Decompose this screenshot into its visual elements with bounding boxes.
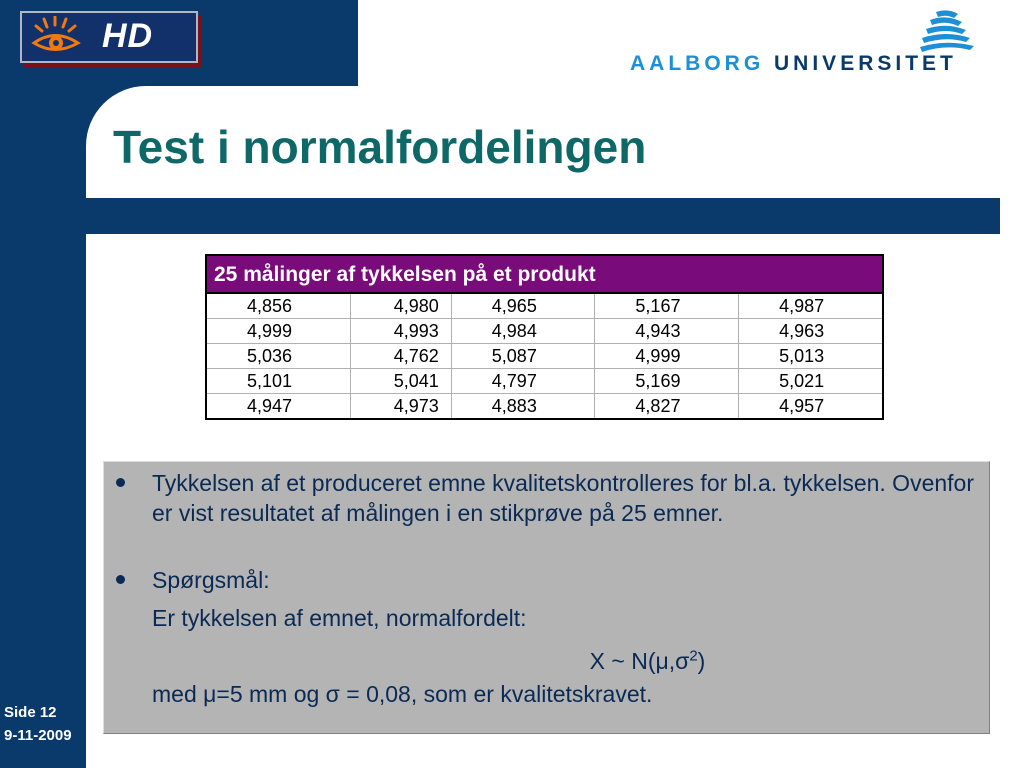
table-cell: 4,999: [595, 344, 739, 369]
table-cell: 4,947: [206, 394, 350, 420]
formula: [104, 641, 991, 676]
formula-exponent: 2: [689, 647, 698, 664]
table-row: [206, 344, 883, 369]
table-cell: 4,827: [595, 394, 739, 420]
formula-end: ): [697, 647, 706, 674]
aau-logo-word-1: AALBORG: [630, 52, 765, 75]
table-cell: 4,762: [350, 344, 451, 369]
bullet-item: [116, 565, 976, 595]
table-cell: 4,993: [350, 319, 451, 344]
slide-title: Test i normalfordelingen: [113, 121, 647, 173]
table-cell: 5,013: [739, 344, 883, 369]
question-text: Er tykkelsen af emnet, normalfordelt:: [152, 605, 527, 631]
table-row: [206, 293, 883, 319]
table-cell: 4,957: [739, 394, 883, 420]
hd-logo-text: HD: [102, 17, 154, 55]
table-header: 25 målinger af tykkelsen på et produkt: [206, 255, 883, 293]
table-cell: 4,856: [206, 293, 350, 319]
title-underline-bar: [86, 198, 1000, 234]
bullet-item: [116, 468, 976, 528]
bullet-text: Spørgsmål:: [152, 567, 270, 593]
bullet-text: Tykkelsen af et produceret emne kvalitetskontrolleres for bl.a. tykkelsen. Ovenfor er vist resultatet af målingen i en stikprøve på 25 emner.: [152, 470, 974, 526]
bullet-dot-icon: [116, 575, 125, 584]
table-header-row: [206, 255, 883, 293]
slide-date: 9-11-2009: [4, 727, 72, 744]
table-row: [206, 319, 883, 344]
table-row: [206, 394, 883, 420]
table-cell: 4,980: [350, 293, 451, 319]
table-row: [206, 369, 883, 394]
aau-logo-word-2: UNIVERSITET: [774, 52, 957, 75]
table-cell: 4,943: [595, 319, 739, 344]
aau-logo-text: [630, 52, 957, 76]
table-cell: 5,041: [350, 369, 451, 394]
standard-text: med μ=5 mm og σ = 0,08, som er kvalitetskravet.: [152, 681, 653, 707]
table-cell: 5,101: [206, 369, 350, 394]
bullet-dot-icon: [116, 478, 125, 487]
table-cell: 4,984: [451, 319, 595, 344]
table-cell: 4,965: [451, 293, 595, 319]
table-cell: 4,987: [739, 293, 883, 319]
aau-wave-icon: [918, 8, 976, 56]
table-cell: 5,169: [595, 369, 739, 394]
table-cell: 5,087: [451, 344, 595, 369]
hd-logo: [20, 11, 198, 63]
table-cell: 4,963: [739, 319, 883, 344]
table-cell: 4,999: [206, 319, 350, 344]
table-cell: 5,021: [739, 369, 883, 394]
table-cell: 4,883: [451, 394, 595, 420]
formula-main: X ~ N(μ,σ: [589, 647, 690, 674]
table-cell: 4,797: [451, 369, 595, 394]
table-cell: 4,973: [350, 394, 451, 420]
left-frame-band: [0, 0, 86, 768]
measurements-table: [205, 254, 884, 420]
table-cell: 5,167: [595, 293, 739, 319]
page-number: Side 12: [4, 704, 57, 721]
content-text-box: [103, 461, 990, 734]
eye-icon: [30, 16, 82, 60]
table-cell: 5,036: [206, 344, 350, 369]
